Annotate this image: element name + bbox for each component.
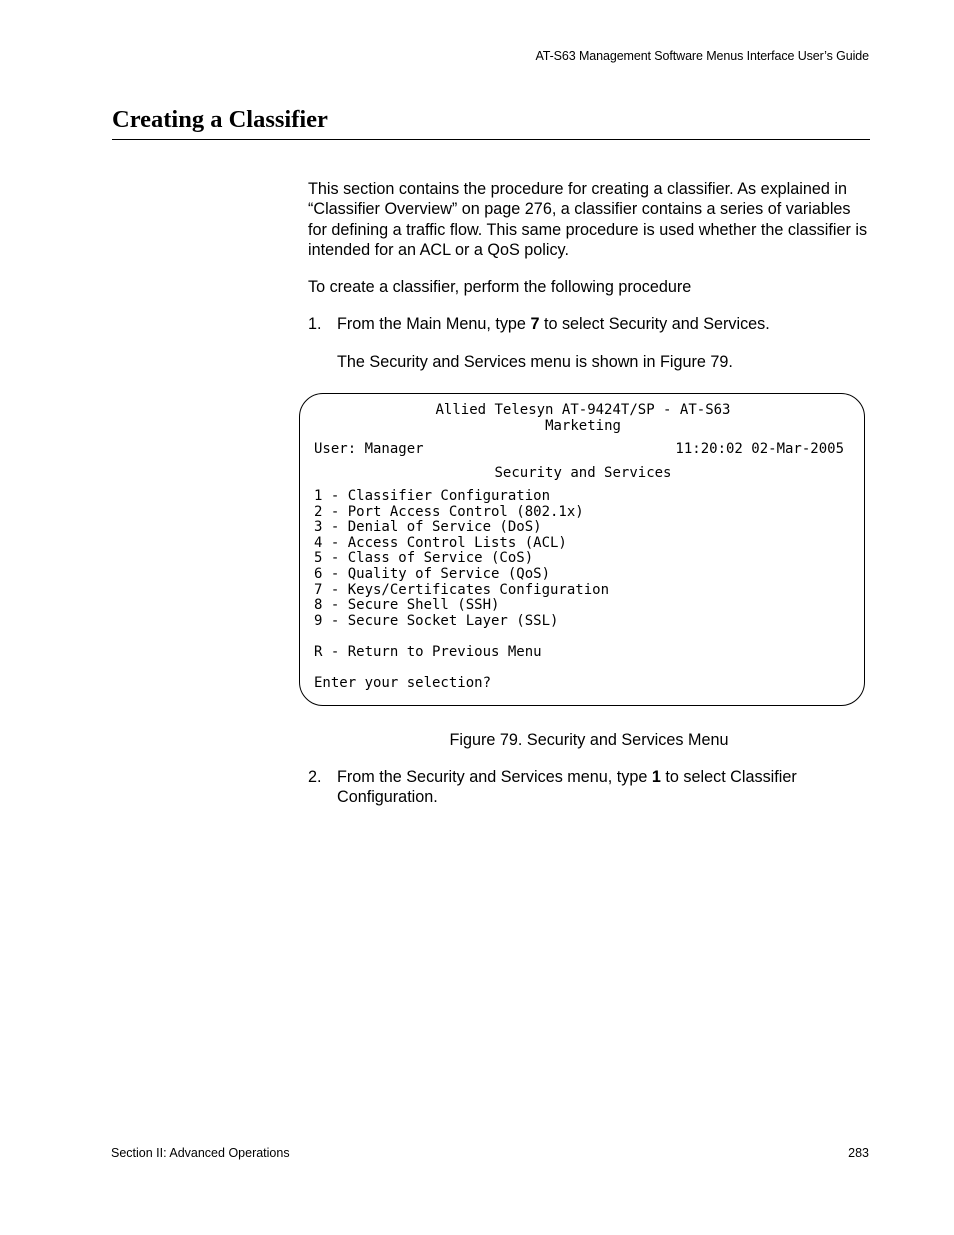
step-number: 2. — [308, 768, 322, 786]
procedure-intro: To create a classifier, perform the following procedure — [308, 278, 692, 296]
title-rule — [112, 139, 870, 140]
running-header: AT-S63 Management Software Menus Interface User’s Guide — [535, 49, 869, 63]
menu-item: 6 - Quality of Service (QoS) — [314, 566, 551, 582]
step-key: 1 — [651, 768, 661, 786]
terminal-location: Marketing — [545, 418, 621, 434]
footer-section: Section II: Advanced Operations — [111, 1146, 290, 1160]
menu-item: 5 - Class of Service (CoS) — [314, 550, 534, 566]
terminal-device: Allied Telesyn AT-9424T/SP - AT-S63 — [435, 402, 731, 418]
intro-paragraph: This section contains the procedure for creating a classifier. As explained in “Classifier Overview” on page 276, a classifier contains a series of variables for defining a traffic flow. This same procedure is used whether the classifier is intended for an ACL or a QoS policy. — [308, 180, 868, 259]
menu-return-option: R - Return to Previous Menu — [314, 644, 542, 660]
step-text: From the Main Menu, type 7 to select Security and Services. — [337, 315, 770, 333]
menu-item: 7 - Keys/Certificates Configuration — [314, 582, 610, 598]
section-title: Creating a Classifier — [112, 106, 328, 133]
step-key: 7 — [530, 315, 540, 333]
menu-item: 2 - Port Access Control (802.1x) — [314, 504, 584, 520]
terminal-user: User: Manager — [314, 441, 424, 457]
menu-item: 3 - Denial of Service (DoS) — [314, 519, 542, 535]
page-number: 283 — [848, 1146, 869, 1160]
menu-item: 9 - Secure Socket Layer (SSL) — [314, 613, 559, 629]
terminal-timestamp: 11:20:02 02-Mar-2005 — [675, 441, 844, 457]
step-text: From the Security and Services menu, type 1 to select Classifier Configuration. — [337, 768, 797, 807]
terminal-prompt: Enter your selection? — [314, 675, 492, 691]
terminal-screen — [299, 393, 865, 706]
step-number: 1. — [308, 315, 322, 333]
terminal-menu-title: Security and Services — [494, 465, 672, 481]
figure-caption: Figure 79. Security and Services Menu — [449, 731, 729, 749]
step-note: The Security and Services menu is shown in Figure 79. — [337, 353, 733, 371]
menu-item: 4 - Access Control Lists (ACL) — [314, 535, 567, 551]
menu-item: 1 - Classifier Configuration — [314, 488, 551, 504]
menu-item: 8 - Secure Shell (SSH) — [314, 597, 500, 613]
